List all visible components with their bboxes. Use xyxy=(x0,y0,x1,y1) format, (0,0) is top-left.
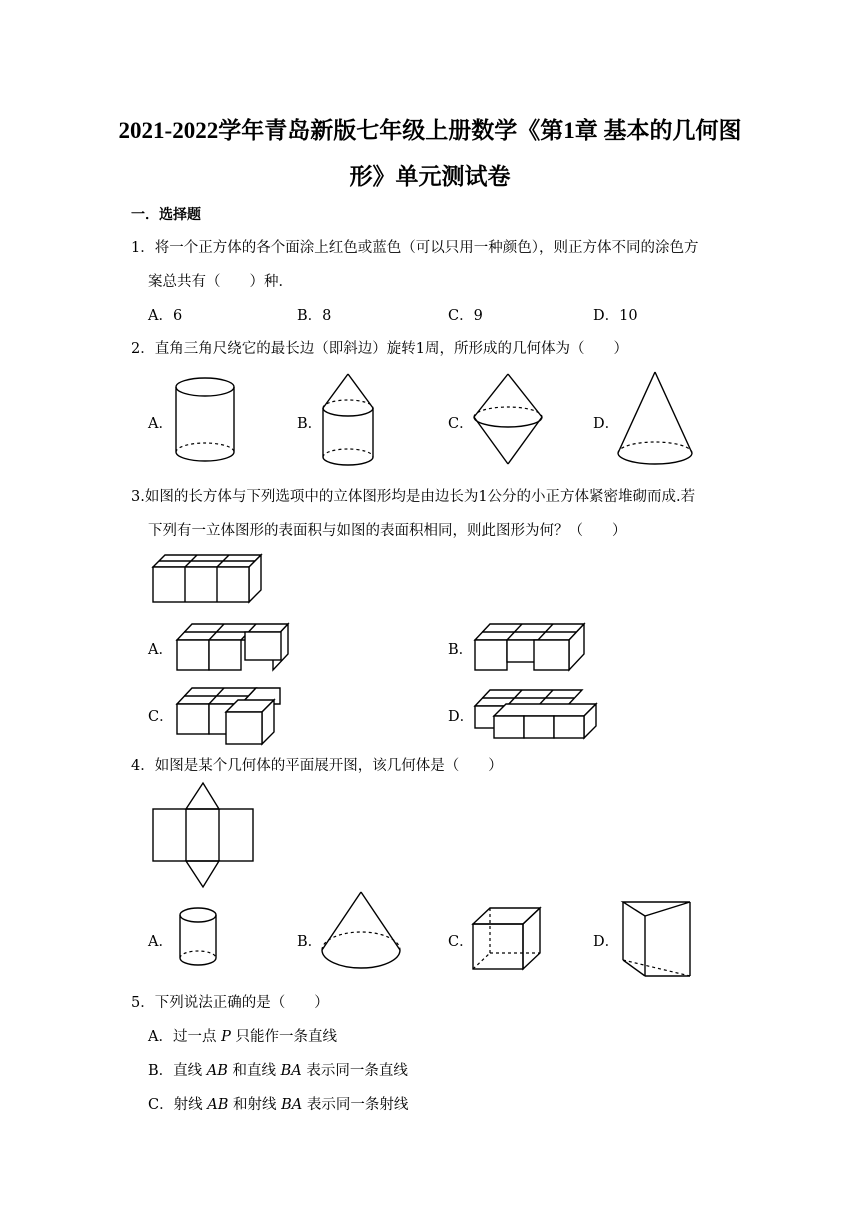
double-cone-figure xyxy=(470,372,550,468)
cone-figure xyxy=(614,370,698,470)
q2-option-d: D． xyxy=(593,416,620,432)
prism-net-figure xyxy=(150,780,260,890)
cone-on-cylinder-figure xyxy=(318,372,378,468)
q1-option-b: B．8 xyxy=(297,308,332,324)
q1-text-line2: 案总共有（ ）种． xyxy=(148,274,293,290)
cube-stack-c-figure xyxy=(174,682,294,748)
q5-option-c-prefix: C．射线 xyxy=(148,1097,208,1113)
q4-option-d: D． xyxy=(593,934,620,950)
page-title-line1: 2021-2022学年青岛新版七年级上册数学《第1章 基本的几何图 xyxy=(118,118,742,143)
q2-text: 2．直角三角尺绕它的最长边（即斜边）旋转1周，所形成的几何体为（ ） xyxy=(131,341,628,357)
section-heading: 一．选择题 xyxy=(131,207,201,223)
q5-option-b-line1: AB xyxy=(206,1063,228,1079)
q1-option-c: C．9 xyxy=(448,308,483,324)
q5-option-c-suffix: 表示同一条射线 xyxy=(302,1097,409,1113)
small-cylinder-figure xyxy=(176,906,226,970)
q4-option-a: A． xyxy=(148,934,173,950)
q5-option-c-ray2: BA xyxy=(281,1097,303,1113)
q5-option-b-prefix: B．直线 xyxy=(148,1063,207,1079)
q5-option-a xyxy=(148,1025,337,1046)
page-title-line2: 形》单元测试卷 xyxy=(349,164,511,189)
q3-option-c: C． xyxy=(148,709,174,725)
q3-text-line2: 下列有一立体图形的表面积与如图的表面积相同，则此图形为何？（ ） xyxy=(148,523,627,539)
cube-stack-d-figure xyxy=(472,684,602,740)
q3-option-d: D． xyxy=(448,709,475,725)
q5-option-a-point: P xyxy=(221,1029,231,1045)
q3-option-a: A． xyxy=(148,642,173,658)
q1-text-line1: 1．将一个正方体的各个面涂上红色或蓝色（可以只用一种颜色），则正方体不同的涂色方 xyxy=(131,240,699,256)
q3-option-b: B． xyxy=(448,642,474,658)
cube-figure xyxy=(470,904,550,974)
q5-option-c-middle: 和射线 xyxy=(228,1097,282,1113)
q3-text-line1: 3.如图的长方体与下列选项中的立体图形均是由边长为1公分的小正方体紧密堆砌而成.若 xyxy=(131,489,696,505)
q5-option-b-suffix: 表示同一条直线 xyxy=(301,1063,408,1079)
q2-option-c: C． xyxy=(448,416,474,432)
q1-option-a: A．6 xyxy=(148,308,183,324)
q5-option-b-line2: BA xyxy=(280,1063,302,1079)
q5-option-c xyxy=(148,1093,408,1114)
q2-option-a: A． xyxy=(148,416,173,432)
q5-option-a-suffix: 只能作一条直线 xyxy=(230,1029,337,1045)
q4-option-b: B． xyxy=(297,934,323,950)
cylinder-figure xyxy=(170,376,240,466)
q4-text: 4．如图是某个几何体的平面展开图，该几何体是（ ） xyxy=(131,758,503,774)
q2-option-b: B． xyxy=(297,416,323,432)
q4-option-c: C． xyxy=(448,934,474,950)
q5-option-b-middle: 和直线 xyxy=(227,1063,281,1079)
q1-option-d: D．10 xyxy=(593,308,638,324)
triangular-prism-figure xyxy=(618,896,698,982)
q5-option-a-prefix: A．过一点 xyxy=(148,1029,222,1045)
q5-option-b xyxy=(148,1059,408,1080)
cube-stack-b-figure xyxy=(472,618,592,674)
q5-option-c-ray1: AB xyxy=(207,1097,229,1113)
reference-cuboid-figure xyxy=(150,550,270,606)
q5-text: 5．下列说法正确的是（ ） xyxy=(131,995,329,1011)
cube-stack-a-figure xyxy=(174,618,294,674)
cone-option-figure xyxy=(318,890,408,980)
